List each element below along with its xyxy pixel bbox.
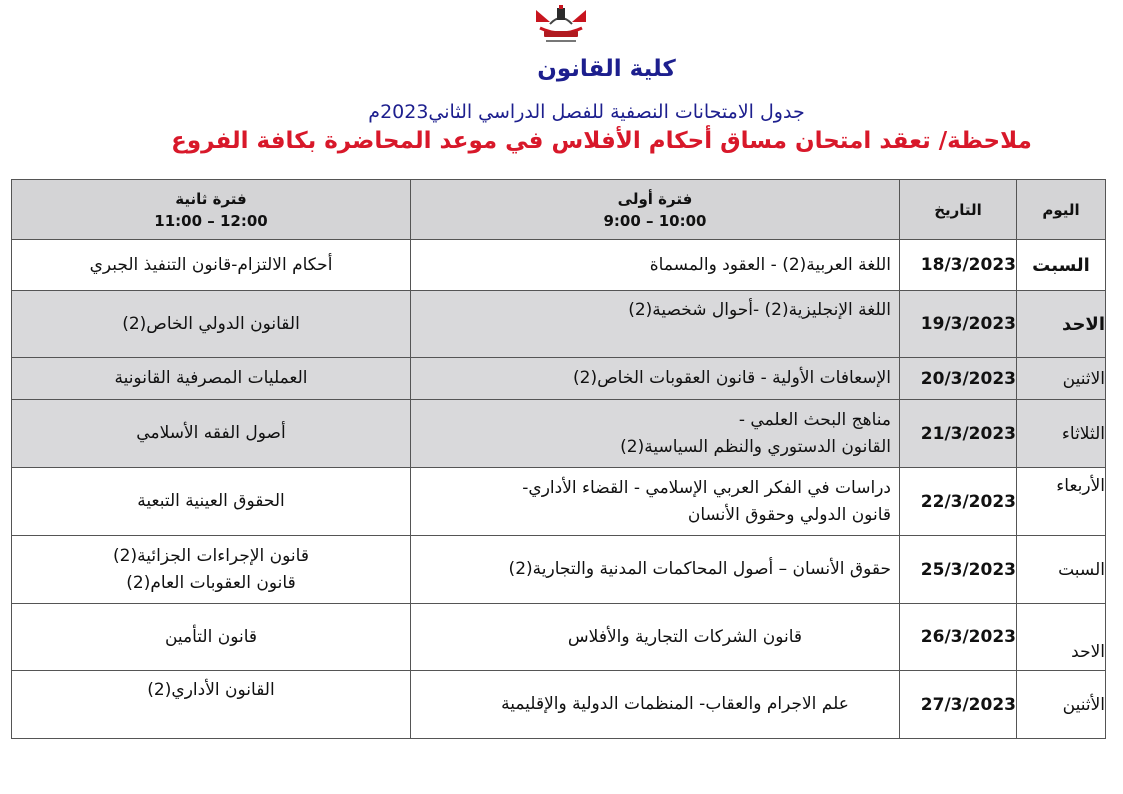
period1-line: الإسعافات الأولية - قانون العقوبات الخاص(2) [573,368,891,388]
row-day: السبت [1017,240,1106,291]
row-period1 [411,604,900,671]
period2-time: 12:00 – 11:00 [154,211,268,230]
period1-time: 10:00 – 9:00 [603,211,707,230]
exam-schedule-table [11,179,1106,739]
table-row [12,604,1106,671]
header-period2 [12,180,411,240]
row-period1 [411,671,900,739]
college-title: كلية القانون [537,56,676,82]
period2-line: العمليات المصرفية القانونية [114,368,308,388]
period2-line: قانون الإجراءات الجزائية(2) [113,545,309,566]
period1-line: مناهج البحث العلمي - [738,409,891,430]
row-period1 [411,536,900,604]
table-row [12,468,1106,536]
period1-line: اللغة العربية(2) - العقود والمسماة [649,254,891,275]
period1-line: قانون الشركات التجارية والأفلاس [567,626,803,647]
period1-line: قانون الدولي وحقوق الأنسان [687,504,891,525]
row-day: الاثنين [1017,358,1106,400]
university-logo [526,4,596,48]
row-period2 [12,291,411,358]
row-period2 [12,468,411,536]
row-date: 19/3/2023 [900,291,1017,358]
period2-line: قانون التأمين [164,626,258,647]
row-day: السبت [1017,536,1106,604]
period1-line: دراسات في الفكر العربي الإسلامي - القضاء الأداري- [522,477,891,498]
row-period2 [12,536,411,604]
row-period2 [12,400,411,468]
row-period1 [411,240,900,291]
table-row [12,240,1106,291]
row-date: 18/3/2023 [900,240,1017,291]
row-date: 21/3/2023 [900,400,1017,468]
header-date: التاريخ [900,180,1017,240]
row-period1 [411,358,900,400]
period2-line: أحكام الالتزام-قانون التنفيذ الجبري [89,254,333,275]
row-period2 [12,671,411,739]
row-date: 22/3/2023 [900,468,1017,536]
row-date: 26/3/2023 [900,604,1017,671]
row-day: الاحد [1017,291,1106,358]
table-header-row [12,180,1106,240]
table-row [12,536,1106,604]
period1-line: اللغة الإنجليزية(2) -أحوال شخصية(2) [628,300,891,320]
row-day: الأثنين [1017,671,1106,739]
row-period1 [411,291,900,358]
period2-title: فترة ثانية [175,189,247,208]
period1-line: علم الاجرام والعقاب- المنظمات الدولية والإقليمية [501,694,849,714]
row-period1 [411,468,900,536]
row-date: 25/3/2023 [900,536,1017,604]
row-period1 [411,400,900,468]
row-day: الاحد [1017,604,1106,671]
header-day: اليوم [1017,180,1106,240]
row-day: الأربعاء [1017,468,1106,536]
period2-line: قانون العقوبات العام(2) [126,572,296,593]
row-period2 [12,240,411,291]
row-period2 [12,358,411,400]
period2-line: القانون الدولي الخاص(2) [122,313,300,334]
period1-title: فترة أولى [617,189,693,208]
period2-line: أصول الفقه الأسلامي [136,423,286,443]
table-row [12,358,1106,400]
schedule-title: جدول الامتحانات النصفية للفصل الدراسي الثاني2023م [368,101,805,123]
period1-line: القانون الدستوري والنظم السياسية(2) [620,436,891,457]
exam-note: ملاحظة/ تعقد امتحان مساق أحكام الأفلاس في موعد المحاضرة بكافة الفروع [171,128,1032,154]
period2-line: الحقوق العينية التبعية [137,491,285,511]
row-date: 20/3/2023 [900,358,1017,400]
table-row [12,671,1106,739]
row-period2 [12,604,411,671]
period1-line: حقوق الأنسان – أصول المحاكمات المدنية والتجارية(2) [508,559,891,579]
header-period1 [411,180,900,240]
table-row [12,291,1106,358]
row-date: 27/3/2023 [900,671,1017,739]
table-row [12,400,1106,468]
period2-line: القانون الأداري(2) [147,680,275,700]
row-day: الثلاثاء [1017,400,1106,468]
